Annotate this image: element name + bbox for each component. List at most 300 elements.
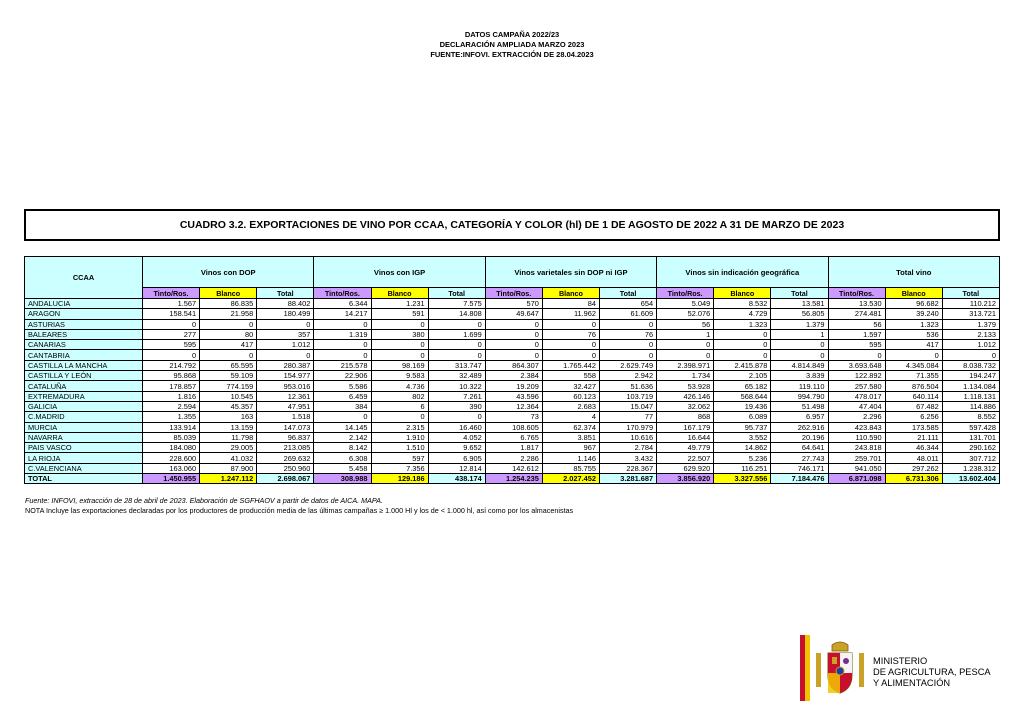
value-cell: 0 (771, 350, 828, 360)
value-cell: 4.052 (428, 432, 485, 442)
region-name-cell: BALEARES (25, 329, 143, 339)
value-cell: 85.755 (542, 463, 599, 473)
value-cell: 154.977 (257, 371, 314, 381)
value-cell: 1.510 (371, 443, 428, 453)
value-cell: 3.839 (771, 371, 828, 381)
value-cell: 1.699 (428, 329, 485, 339)
value-cell: 147.073 (257, 422, 314, 432)
value-cell: 1.012 (257, 340, 314, 350)
value-cell: 802 (371, 391, 428, 401)
value-cell: 14.145 (314, 422, 371, 432)
value-cell: 6 (371, 401, 428, 411)
value-cell: 2.415.878 (714, 360, 771, 370)
value-cell: 103.719 (600, 391, 657, 401)
value-cell: 0 (428, 319, 485, 329)
table-row (25, 329, 1000, 339)
value-cell: 0 (600, 319, 657, 329)
value-cell: 21.111 (885, 432, 942, 442)
subheader-total: Total (257, 288, 314, 299)
value-cell: 131.701 (942, 432, 999, 442)
value-cell: 16.644 (657, 432, 714, 442)
value-cell: 595 (143, 340, 200, 350)
table-title: CUADRO 3.2. EXPORTACIONES DE VINO POR CCAA, CATEGORÍA Y COLOR (hl) DE 1 DE AGOSTO DE 2022 A 31 DE MARZO DE 2023 (24, 209, 1000, 241)
value-cell: 51.636 (600, 381, 657, 391)
value-cell: 14.862 (714, 443, 771, 453)
value-cell: 0 (314, 412, 371, 422)
group-header-dop: Vinos con DOP (143, 257, 314, 288)
value-cell: 1.238.312 (942, 463, 999, 473)
total-value-cell: 6.731.306 (885, 474, 942, 484)
value-cell: 10.616 (600, 432, 657, 442)
value-cell: 1.379 (771, 319, 828, 329)
value-cell: 0 (657, 350, 714, 360)
value-cell: 59.109 (200, 371, 257, 381)
value-cell: 6.256 (885, 412, 942, 422)
value-cell: 5.586 (314, 381, 371, 391)
value-cell: 48.011 (885, 453, 942, 463)
value-cell: 49.779 (657, 443, 714, 453)
value-cell: 13.530 (828, 299, 885, 309)
total-value-cell: 6.871.098 (828, 474, 885, 484)
value-cell: 0 (371, 350, 428, 360)
value-cell: 591 (371, 309, 428, 319)
value-cell: 478.017 (828, 391, 885, 401)
value-cell: 5.458 (314, 463, 371, 473)
value-cell: 864.307 (485, 360, 542, 370)
value-cell: 56.805 (771, 309, 828, 319)
value-cell: 2.398.971 (657, 360, 714, 370)
value-cell: 167.179 (657, 422, 714, 432)
value-cell: 76 (542, 329, 599, 339)
table-row (25, 299, 1000, 309)
value-cell: 180.499 (257, 309, 314, 319)
value-cell: 10.322 (428, 381, 485, 391)
region-name-cell: ASTURIAS (25, 319, 143, 329)
value-cell: 52.076 (657, 309, 714, 319)
value-cell: 2.133 (942, 329, 999, 339)
subheader-tinto-ros: Tinto/Ros. (828, 288, 885, 299)
value-cell: 215.578 (314, 360, 371, 370)
value-cell: 6.344 (314, 299, 371, 309)
value-cell: 76 (600, 329, 657, 339)
table-row (25, 319, 1000, 329)
value-cell: 307.712 (942, 453, 999, 463)
group-header-row (25, 257, 1000, 288)
exports-table (24, 256, 1000, 484)
value-cell: 84 (542, 299, 599, 309)
table-row (25, 391, 1000, 401)
total-value-cell: 308.988 (314, 474, 371, 484)
value-cell: 0 (371, 412, 428, 422)
value-cell: 9.652 (428, 443, 485, 453)
value-cell: 2.315 (371, 422, 428, 432)
value-cell: 597 (371, 453, 428, 463)
value-cell: 7.575 (428, 299, 485, 309)
subheader-total: Total (942, 288, 999, 299)
subheader-blanco: Blanco (200, 288, 257, 299)
value-cell: 4 (542, 412, 599, 422)
value-cell: 53.928 (657, 381, 714, 391)
total-value-cell: 2.027.452 (542, 474, 599, 484)
value-cell: 558 (542, 371, 599, 381)
value-cell: 49.647 (485, 309, 542, 319)
value-cell: 0 (314, 350, 371, 360)
total-value-cell: 1.247.112 (200, 474, 257, 484)
value-cell: 876.504 (885, 381, 942, 391)
value-cell: 21.958 (200, 309, 257, 319)
table-row (25, 453, 1000, 463)
subheader-tinto-ros: Tinto/Ros. (657, 288, 714, 299)
ministry-logo (800, 635, 1010, 701)
total-label-cell: TOTAL (25, 474, 143, 484)
value-cell: 423.843 (828, 422, 885, 432)
value-cell: 2.942 (600, 371, 657, 381)
value-cell: 27.743 (771, 453, 828, 463)
region-name-cell: GALICIA (25, 401, 143, 411)
value-cell: 1.567 (143, 299, 200, 309)
value-cell: 0 (257, 350, 314, 360)
value-cell: 86.835 (200, 299, 257, 309)
value-cell: 62.374 (542, 422, 599, 432)
value-cell: 0 (485, 329, 542, 339)
value-cell: 0 (542, 350, 599, 360)
value-cell: 1.118.131 (942, 391, 999, 401)
total-value-cell: 1.254.235 (485, 474, 542, 484)
subheader-total: Total (600, 288, 657, 299)
table-row (25, 412, 1000, 422)
value-cell: 0 (714, 350, 771, 360)
total-value-cell: 3.856.920 (657, 474, 714, 484)
value-cell: 0 (371, 340, 428, 350)
group-header-sin-indicacion: Vinos sin indicación geográfica (657, 257, 828, 288)
subheader-blanco: Blanco (542, 288, 599, 299)
value-cell: 597.428 (942, 422, 999, 432)
group-header-total: Total vino (828, 257, 1000, 288)
value-cell: 110.212 (942, 299, 999, 309)
value-cell: 56 (828, 319, 885, 329)
value-cell: 56 (657, 319, 714, 329)
region-name-cell: PAIS VASCO (25, 443, 143, 453)
value-cell: 11.962 (542, 309, 599, 319)
total-value-cell: 7.184.476 (771, 474, 828, 484)
value-cell: 0 (485, 340, 542, 350)
region-name-cell: ARAGON (25, 309, 143, 319)
value-cell: 2.296 (828, 412, 885, 422)
value-cell: 0 (600, 340, 657, 350)
region-name-cell: C.MADRID (25, 412, 143, 422)
total-row (25, 474, 1000, 484)
value-cell: 0 (200, 319, 257, 329)
value-cell: 1.319 (314, 329, 371, 339)
value-cell: 297.262 (885, 463, 942, 473)
value-cell: 7.261 (428, 391, 485, 401)
value-cell: 14.217 (314, 309, 371, 319)
value-cell: 0 (428, 350, 485, 360)
value-cell: 65.595 (200, 360, 257, 370)
value-cell: 774.159 (200, 381, 257, 391)
value-cell: 2.629.749 (600, 360, 657, 370)
value-cell: 10.545 (200, 391, 257, 401)
value-cell: 4.345.084 (885, 360, 942, 370)
value-cell: 15.047 (600, 401, 657, 411)
value-cell: 257.580 (828, 381, 885, 391)
value-cell: 228.600 (143, 453, 200, 463)
table-row (25, 360, 1000, 370)
table-body (25, 299, 1000, 484)
flag-yellow-stripe (805, 635, 810, 701)
value-cell: 313.721 (942, 309, 999, 319)
value-cell: 12.814 (428, 463, 485, 473)
region-name-cell: NAVARRA (25, 432, 143, 442)
value-cell: 0 (542, 340, 599, 350)
table-row (25, 432, 1000, 442)
value-cell: 110.590 (828, 432, 885, 442)
value-cell: 116.251 (714, 463, 771, 473)
subheader-row (25, 288, 1000, 299)
value-cell: 163 (200, 412, 257, 422)
value-cell: 967 (542, 443, 599, 453)
value-cell: 259.701 (828, 453, 885, 463)
table-row (25, 309, 1000, 319)
value-cell: 941.050 (828, 463, 885, 473)
value-cell: 46.344 (885, 443, 942, 453)
total-value-cell: 438.174 (428, 474, 485, 484)
value-cell: 262.916 (771, 422, 828, 432)
value-cell: 14.808 (428, 309, 485, 319)
value-cell: 868 (657, 412, 714, 422)
value-cell: 313.747 (428, 360, 485, 370)
value-cell: 3.432 (600, 453, 657, 463)
value-cell: 6.905 (428, 453, 485, 463)
value-cell: 19.209 (485, 381, 542, 391)
total-value-cell: 2.698.067 (257, 474, 314, 484)
group-header-igp: Vinos con IGP (314, 257, 485, 288)
value-cell: 12.364 (485, 401, 542, 411)
value-cell: 51.498 (771, 401, 828, 411)
value-cell: 0 (942, 350, 999, 360)
value-cell: 595 (828, 340, 885, 350)
value-cell: 8.038.732 (942, 360, 999, 370)
value-cell: 1.323 (885, 319, 942, 329)
value-cell: 85.039 (143, 432, 200, 442)
value-cell: 3.552 (714, 432, 771, 442)
header-declaration: DECLARACIÓN AMPLIADA MARZO 2023 (439, 40, 585, 49)
value-cell: 2.105 (714, 371, 771, 381)
value-cell: 953.016 (257, 381, 314, 391)
region-name-cell: EXTREMADURA (25, 391, 143, 401)
coat-of-arms-icon (814, 639, 866, 699)
value-cell: 280.387 (257, 360, 314, 370)
value-cell: 61.609 (600, 309, 657, 319)
region-name-cell: CASTILLA LA MANCHA (25, 360, 143, 370)
value-cell: 1.146 (542, 453, 599, 463)
value-cell: 2.142 (314, 432, 371, 442)
value-cell: 2.286 (485, 453, 542, 463)
value-cell: 22.906 (314, 371, 371, 381)
value-cell: 568.644 (714, 391, 771, 401)
value-cell: 2.784 (600, 443, 657, 453)
value-cell: 1.597 (828, 329, 885, 339)
value-cell: 357 (257, 329, 314, 339)
ministry-name-line1: MINISTERIO (873, 656, 928, 666)
header-source: FUENTE:INFOVI. EXTRACCIÓN DE 28.04.2023 (430, 50, 594, 59)
value-cell: 277 (143, 329, 200, 339)
value-cell: 1.816 (143, 391, 200, 401)
value-cell: 0 (371, 319, 428, 329)
value-cell: 1.765.442 (542, 360, 599, 370)
report-header (0, 30, 1024, 60)
region-name-cell: CATALUÑA (25, 381, 143, 391)
value-cell: 20.196 (771, 432, 828, 442)
value-cell: 1.734 (657, 371, 714, 381)
value-cell: 1.817 (485, 443, 542, 453)
value-cell: 71.355 (885, 371, 942, 381)
value-cell: 0 (600, 350, 657, 360)
region-name-cell: ANDALUCIA (25, 299, 143, 309)
footnote: NOTA Incluye las exportaciones declaradas por los productores de producción media de las últimas campañas ≥ 1.000 Hl y los de < 1.000 hl, así como por los almacenistas (25, 506, 574, 515)
value-cell: 0 (428, 412, 485, 422)
table-row (25, 340, 1000, 350)
source-note: Fuente: INFOVI, extracción de 28 de abril de 2023. Elaboración de SGFHAOV a partir de datos de AICA. MAPA. (25, 496, 383, 505)
value-cell: 32.062 (657, 401, 714, 411)
value-cell: 119.110 (771, 381, 828, 391)
table-row (25, 401, 1000, 411)
value-cell: 2.384 (485, 371, 542, 381)
value-cell: 6.459 (314, 391, 371, 401)
value-cell: 0 (828, 350, 885, 360)
value-cell: 108.605 (485, 422, 542, 432)
value-cell: 29.005 (200, 443, 257, 453)
ccaa-header: CCAA (25, 257, 143, 299)
value-cell: 0 (257, 319, 314, 329)
value-cell: 213.085 (257, 443, 314, 453)
value-cell: 0 (314, 340, 371, 350)
subheader-blanco: Blanco (885, 288, 942, 299)
total-value-cell: 13.602.404 (942, 474, 999, 484)
ministry-name (873, 656, 991, 689)
value-cell: 8.552 (942, 412, 999, 422)
region-name-cell: MURCIA (25, 422, 143, 432)
value-cell: 87.900 (200, 463, 257, 473)
value-cell: 122.892 (828, 371, 885, 381)
value-cell: 994.790 (771, 391, 828, 401)
value-cell: 60.123 (542, 391, 599, 401)
value-cell: 7.356 (371, 463, 428, 473)
value-cell: 0 (485, 319, 542, 329)
value-cell: 95.868 (143, 371, 200, 381)
value-cell: 2.683 (542, 401, 599, 411)
total-value-cell: 129.186 (371, 474, 428, 484)
value-cell: 67.482 (885, 401, 942, 411)
subheader-blanco: Blanco (371, 288, 428, 299)
value-cell: 158.541 (143, 309, 200, 319)
value-cell: 1.910 (371, 432, 428, 442)
region-name-cell: C.VALENCIANA (25, 463, 143, 473)
table-row (25, 350, 1000, 360)
header-campaign: DATOS CAMPAÑA 2022/23 (464, 30, 560, 39)
value-cell: 45.357 (200, 401, 257, 411)
value-cell: 4.814.849 (771, 360, 828, 370)
subheader-tinto-ros: Tinto/Ros. (485, 288, 542, 299)
value-cell: 417 (200, 340, 257, 350)
value-cell: 6.308 (314, 453, 371, 463)
value-cell: 0 (542, 319, 599, 329)
value-cell: 426.146 (657, 391, 714, 401)
table-row (25, 371, 1000, 381)
value-cell: 13.581 (771, 299, 828, 309)
value-cell: 536 (885, 329, 942, 339)
value-cell: 1.323 (714, 319, 771, 329)
value-cell: 8.142 (314, 443, 371, 453)
value-cell: 4.729 (714, 309, 771, 319)
value-cell: 2.594 (143, 401, 200, 411)
value-cell: 77 (600, 412, 657, 422)
value-cell: 1.518 (257, 412, 314, 422)
value-cell: 114.886 (942, 401, 999, 411)
table-row (25, 443, 1000, 453)
value-cell: 8.532 (714, 299, 771, 309)
value-cell: 178.857 (143, 381, 200, 391)
value-cell: 184.080 (143, 443, 200, 453)
subheader-tinto-ros: Tinto/Ros. (314, 288, 371, 299)
group-header-varietales: Vinos varietales sin DOP ni IGP (485, 257, 656, 288)
value-cell: 64.641 (771, 443, 828, 453)
value-cell: 640.114 (885, 391, 942, 401)
value-cell: 12.361 (257, 391, 314, 401)
value-cell: 1.231 (371, 299, 428, 309)
value-cell: 0 (885, 350, 942, 360)
value-cell: 98.169 (371, 360, 428, 370)
value-cell: 570 (485, 299, 542, 309)
value-cell: 269.632 (257, 453, 314, 463)
value-cell: 0 (428, 340, 485, 350)
region-name-cell: CANTABRIA (25, 350, 143, 360)
value-cell: 0 (771, 340, 828, 350)
region-name-cell: CANARIAS (25, 340, 143, 350)
value-cell: 274.481 (828, 309, 885, 319)
value-cell: 41.032 (200, 453, 257, 463)
value-cell: 1.012 (942, 340, 999, 350)
value-cell: 32.427 (542, 381, 599, 391)
value-cell: 73 (485, 412, 542, 422)
value-cell: 39.240 (885, 309, 942, 319)
value-cell: 6.957 (771, 412, 828, 422)
table-row (25, 463, 1000, 473)
subheader-total: Total (771, 288, 828, 299)
value-cell: 6.089 (714, 412, 771, 422)
table-row (25, 422, 1000, 432)
value-cell: 0 (143, 350, 200, 360)
value-cell: 43.596 (485, 391, 542, 401)
value-cell: 3.693.648 (828, 360, 885, 370)
value-cell: 170.979 (600, 422, 657, 432)
value-cell: 0 (200, 350, 257, 360)
value-cell: 1.379 (942, 319, 999, 329)
value-cell: 0 (714, 329, 771, 339)
value-cell: 65.182 (714, 381, 771, 391)
total-value-cell: 1.450.955 (143, 474, 200, 484)
value-cell: 133.914 (143, 422, 200, 432)
value-cell: 6.765 (485, 432, 542, 442)
value-cell: 228.367 (600, 463, 657, 473)
value-cell: 32.489 (428, 371, 485, 381)
value-cell: 1.134.084 (942, 381, 999, 391)
value-cell: 654 (600, 299, 657, 309)
value-cell: 3.851 (542, 432, 599, 442)
value-cell: 1.355 (143, 412, 200, 422)
value-cell: 22.507 (657, 453, 714, 463)
value-cell: 88.402 (257, 299, 314, 309)
